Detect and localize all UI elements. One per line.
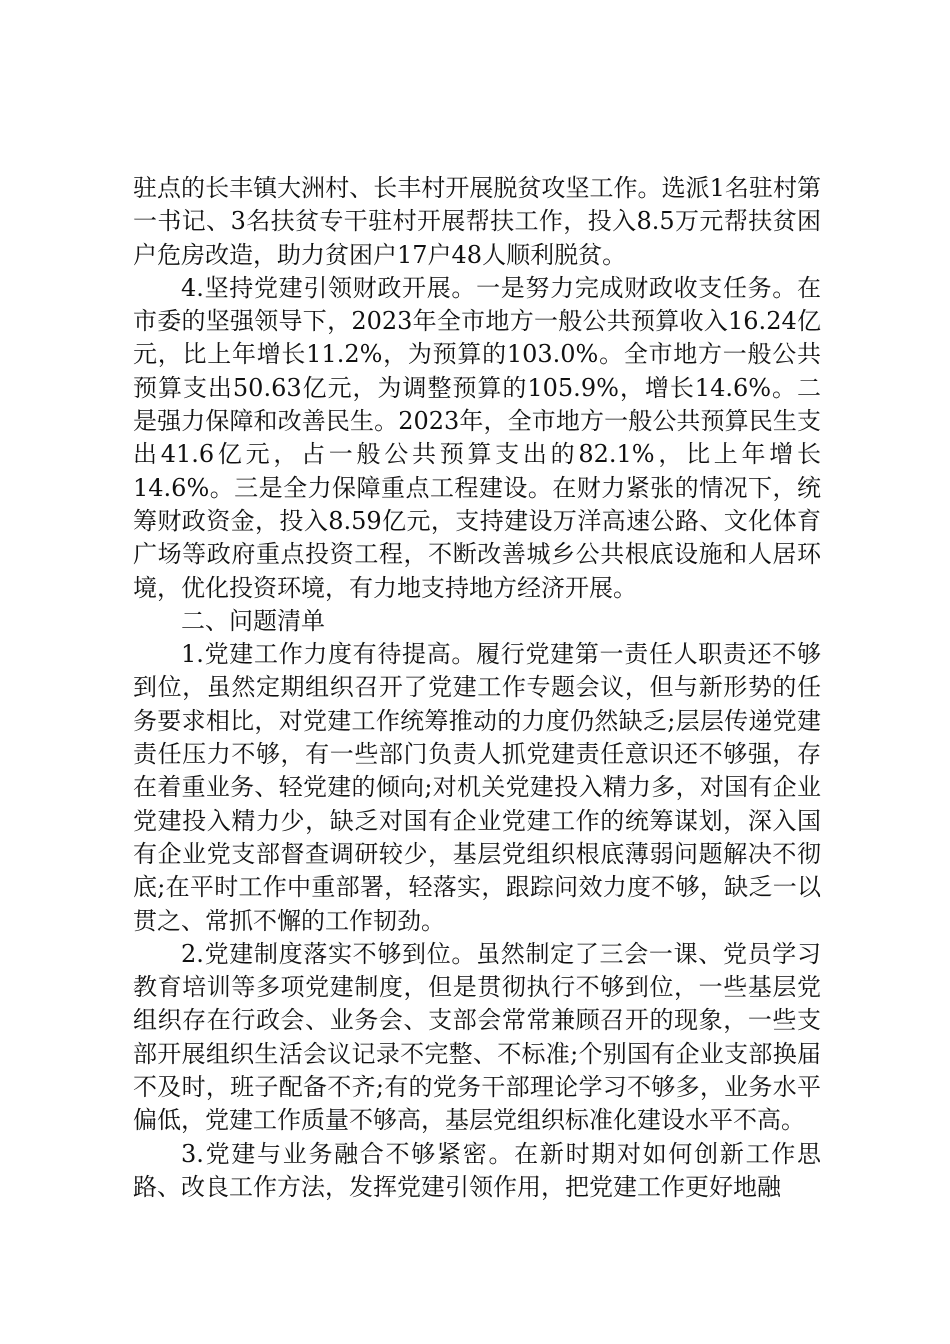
section-heading-problem-list: 二、问题清单 [181,606,325,635]
paragraph-problem-2: 2.党建制度落实不够到位。虽然制定了三会一课、党员学习教育培训等多项党建制度，但是贯彻执行不够到位，一些基层党组织存在行政会、业务会、支部会常常兼顾召开的现象，一些支部开展组织生活会议记录不完整、不标准;个别国有企业支部换届不及时，班子配备不齐;有的党务干部理论学习不够多，业务水平偏低，党建工作质量不够高，基层党组织标准化建设水平不高。 [133,939,821,1135]
document-page [133,172,821,1204]
paragraph-finance-development: 4.坚持党建引领财政开展。一是努力完成财政收支任务。在市委的坚强领导下，2023年全市地方一般公共预算收入16.24亿元，比上年增长11.2%，为预算的103.0%。全市地方一般公共预算支出50.63亿元，为调整预算的105.9%，增长14.6%。二是强力保障和改善民生。2023年，全市地方一般公共预算民生支出41.6亿元，占一般公共预算支出的82.1%，比上年增长14.6%。三是全力保障重点工程建设。在财力紧张的情况下，统筹财政资金，投入8.59亿元，支持建设万洋高速公路、文化体育广场等政府重点投资工程，不断改善城乡公共根底设施和人居环境，优化投资环境，有力地支持地方经济开展。 [133,273,821,602]
paragraph-problem-1: 1.党建工作力度有待提高。履行党建第一责任人职责还不够到位，虽然定期组织召开了党建工作专题会议，但与新形势的任务要求相比，对党建工作统筹推动的力度仍然缺乏;层层传递党建责任压力不够，有一些部门负责人抓党建责任意识还不够强，存在着重业务、轻党建的倾向;对机关党建投入精力多，对国有企业党建投入精力少，缺乏对国有企业党建工作的统筹谋划，深入国有企业党支部督查调研较少，基层党组织根底薄弱问题解决不彻底;在平时工作中重部署，轻落实，跟踪问效力度不够，缺乏一以贯之、常抓不懈的工作韧劲。 [133,640,821,935]
paragraph-poverty-alleviation: 驻点的长丰镇大洲村、长丰村开展脱贫攻坚工作。选派1名驻村第一书记、3名扶贫专干驻村开展帮扶工作，投入8.5万元帮扶贫困户危房改造，助力贫困户17户48人顺利脱贫。 [133,174,821,269]
paragraph-problem-3: 3.党建与业务融合不够紧密。在新时期对如何创新工作思路、改良工作方法，发挥党建引领作用，把党建工作更好地融 [133,1139,821,1201]
